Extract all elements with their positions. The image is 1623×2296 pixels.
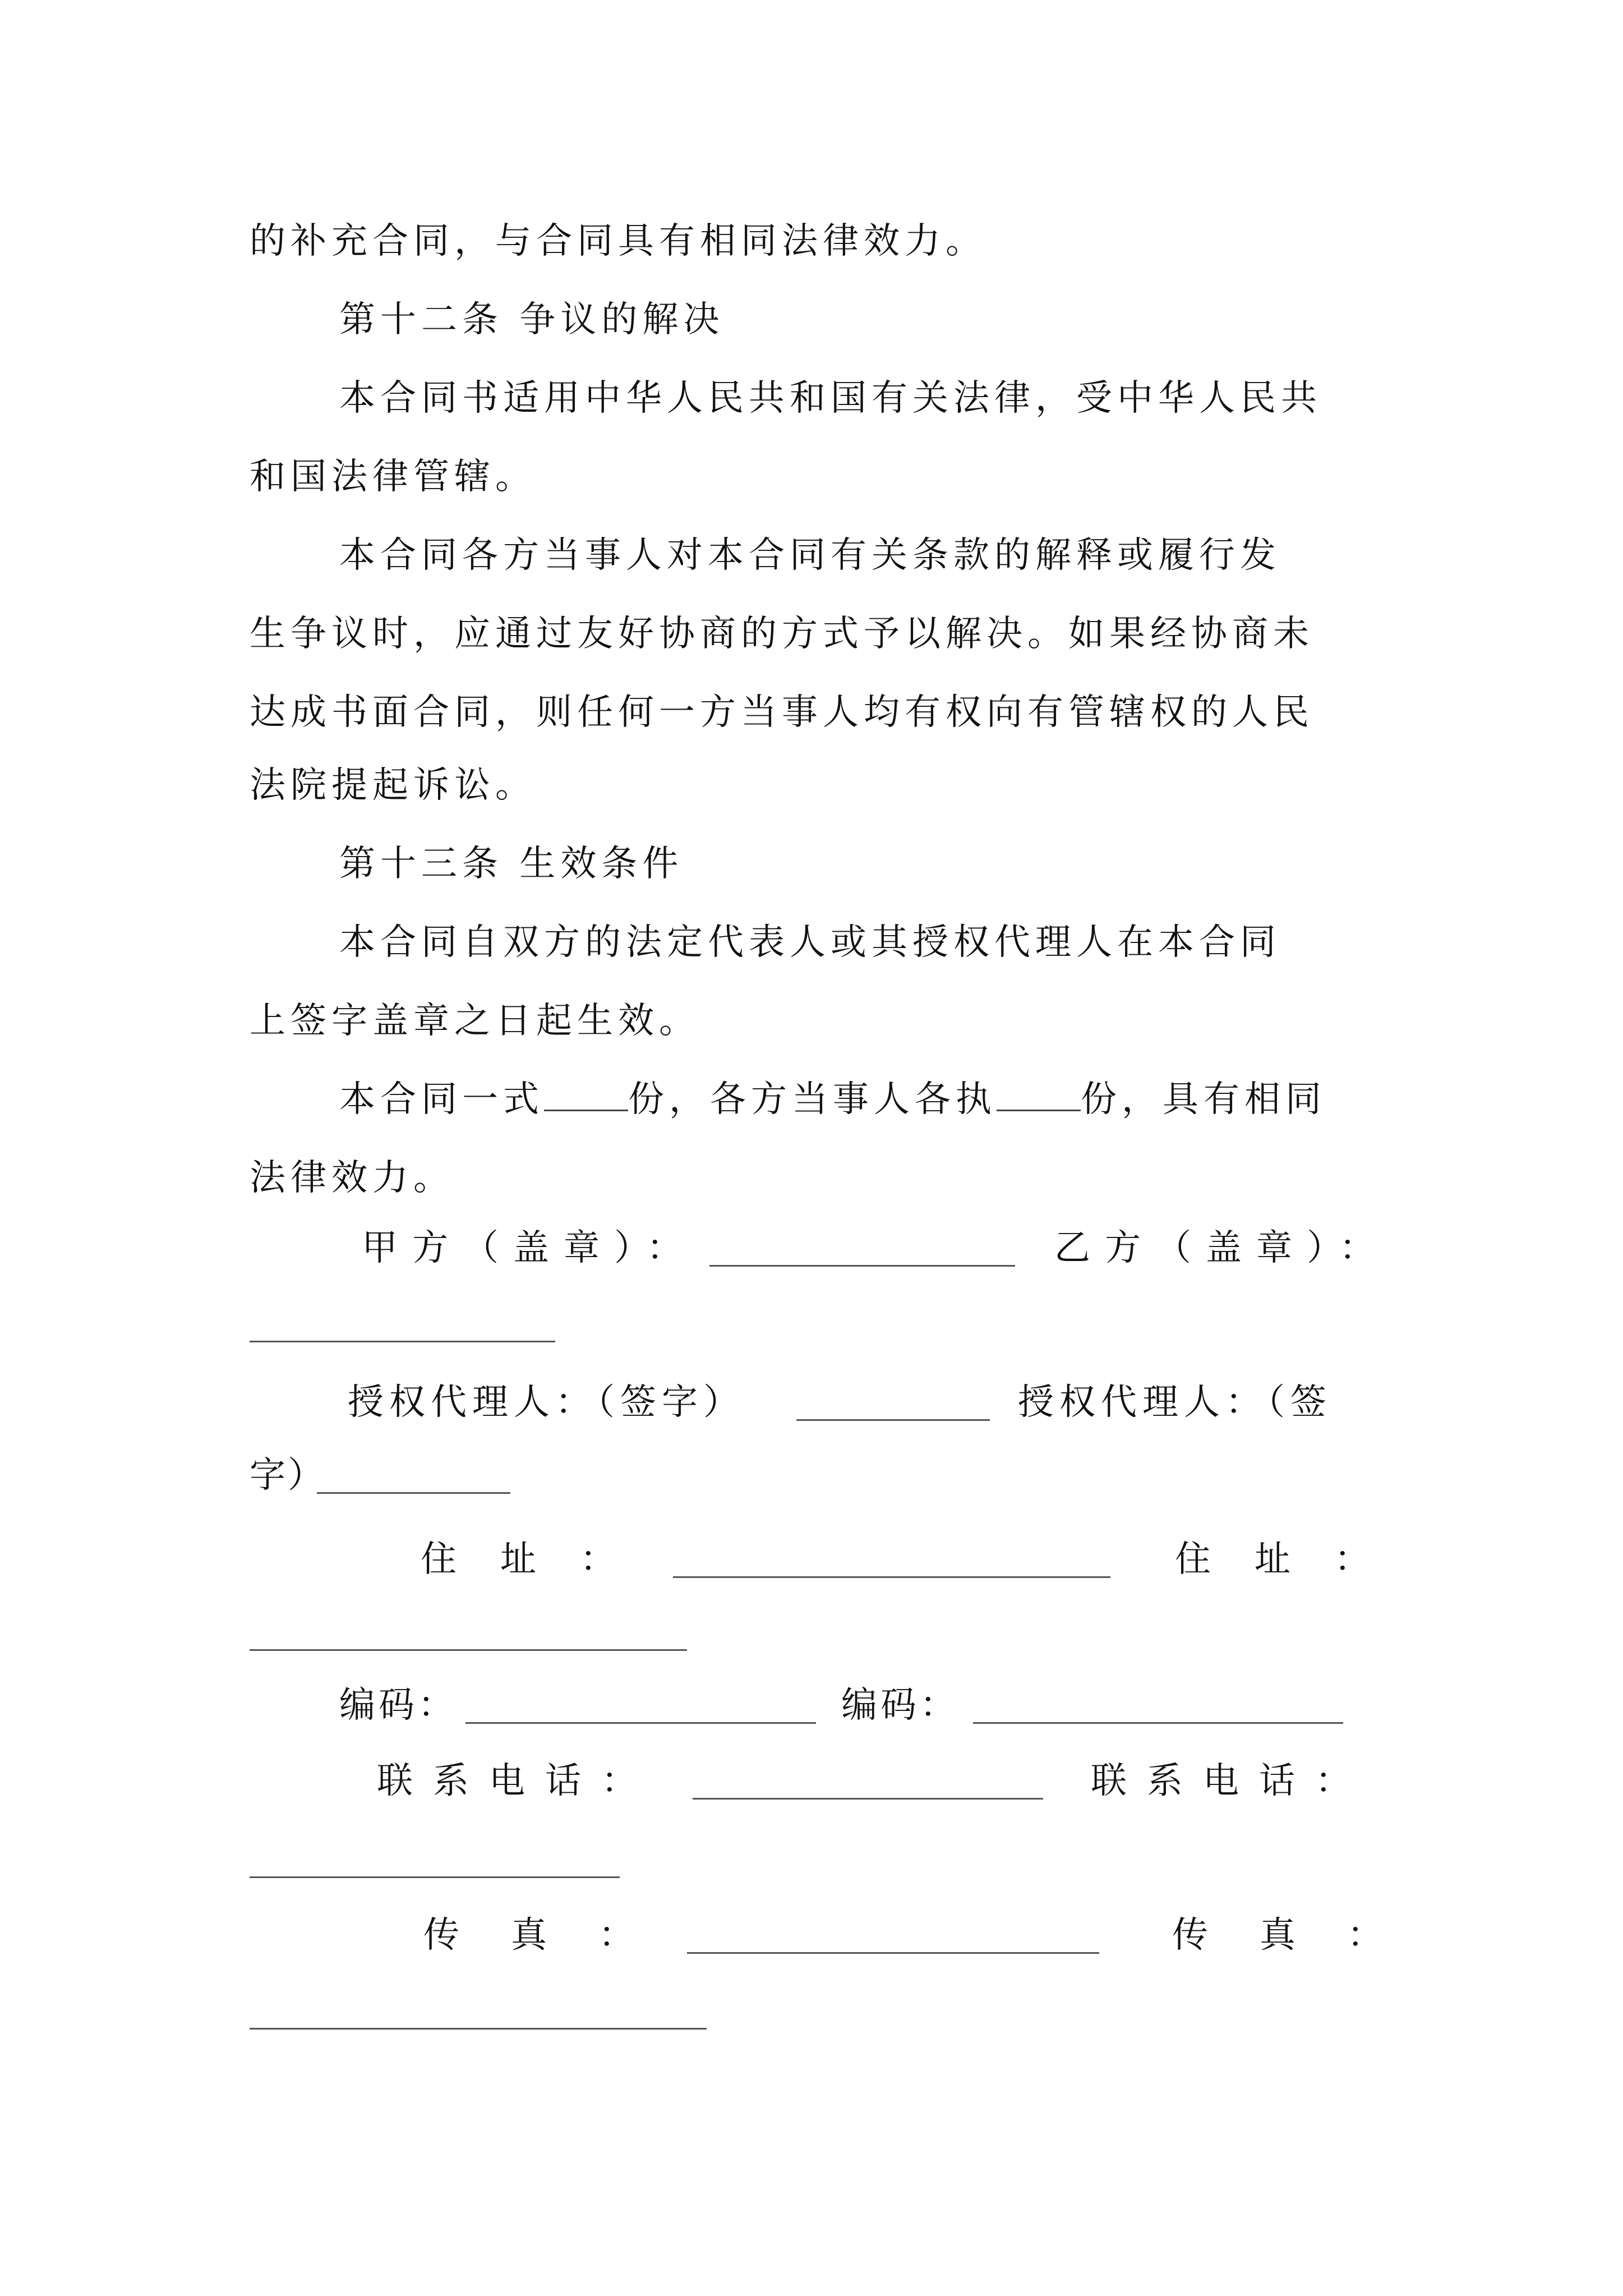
paragraph-line: 上签字盖章之日起生效。 bbox=[250, 1000, 700, 1042]
agent-b-sign-line[interactable] bbox=[317, 1492, 510, 1494]
fax-b-line[interactable] bbox=[250, 2028, 707, 2030]
address-b-label: 住址： bbox=[1175, 1539, 1414, 1580]
article-13-heading: 第十三条 生效条件 bbox=[339, 843, 684, 885]
phone-a-line[interactable] bbox=[693, 1798, 1043, 1800]
party-b-seal-label: 乙方（盖章）： bbox=[1054, 1227, 1390, 1269]
paragraph-line: 的补充合同，与合同具有相同法律效力。 bbox=[250, 220, 986, 262]
paragraph-line: 本合同书适用中华人民共和国有关法律，受中华人民共 bbox=[339, 378, 1322, 419]
fax-a-label: 传真： bbox=[423, 1915, 686, 1956]
party-a-seal-label: 甲方（盖章）： bbox=[362, 1227, 697, 1269]
postcode-a-line[interactable] bbox=[465, 1722, 816, 1724]
postcode-a-label: 编码： bbox=[339, 1685, 457, 1726]
fax-b-label: 传真： bbox=[1172, 1915, 1435, 1956]
phone-a-label: 联系电话： bbox=[377, 1760, 657, 1802]
agent-b-label-continued: 字） bbox=[250, 1455, 326, 1496]
copies-text-b: 份，各方当事人各执 bbox=[628, 1079, 997, 1120]
paragraph-line: 生争议时，应通过友好协商的方式予以解决。如果经协商未 bbox=[250, 613, 1314, 655]
paragraph-line: 达成书面合同，则任何一方当事人均有权向有管辖权的人民 bbox=[250, 692, 1314, 733]
paragraph-line: 本合同各方当事人对本合同有关条款的解释或履行发 bbox=[339, 535, 1281, 576]
address-a-label bbox=[421, 1531, 660, 1588]
paragraph-line: 法院提起诉讼。 bbox=[250, 765, 536, 806]
address-a-text: 住址： bbox=[421, 1539, 660, 1580]
copies-each-blank[interactable] bbox=[997, 1077, 1081, 1111]
agent-a-sign-line[interactable] bbox=[796, 1419, 990, 1421]
fax-a-line[interactable] bbox=[687, 1952, 1099, 1954]
copies-clause bbox=[250, 1071, 1478, 1128]
postcode-b-line[interactable] bbox=[973, 1722, 1343, 1724]
paragraph-line: 本合同自双方的法定代表人或其授权代理人在本合同 bbox=[339, 922, 1281, 963]
copies-text-a: 本合同一式 bbox=[339, 1079, 544, 1120]
phone-b-line[interactable] bbox=[250, 1876, 620, 1878]
copies-text-c: 份，具有相同 bbox=[1081, 1079, 1326, 1120]
party-b-seal-line[interactable] bbox=[250, 1341, 555, 1342]
phone-b-label: 联系电话： bbox=[1091, 1760, 1371, 1802]
agent-a-label: 授权代理人：（签字） bbox=[348, 1382, 745, 1423]
paragraph-line: 法律效力。 bbox=[250, 1157, 454, 1199]
address-b-line[interactable] bbox=[250, 1649, 687, 1651]
copies-total-blank[interactable] bbox=[544, 1077, 628, 1111]
address-a-line[interactable] bbox=[673, 1576, 1110, 1578]
agent-b-label: 授权代理人：（签 bbox=[1018, 1382, 1332, 1423]
party-a-seal-line[interactable] bbox=[709, 1265, 1015, 1267]
paragraph-line: 和国法律管辖。 bbox=[250, 456, 536, 498]
article-12-heading: 第十二条 争议的解决 bbox=[339, 299, 725, 341]
postcode-b-label: 编码： bbox=[841, 1685, 959, 1726]
